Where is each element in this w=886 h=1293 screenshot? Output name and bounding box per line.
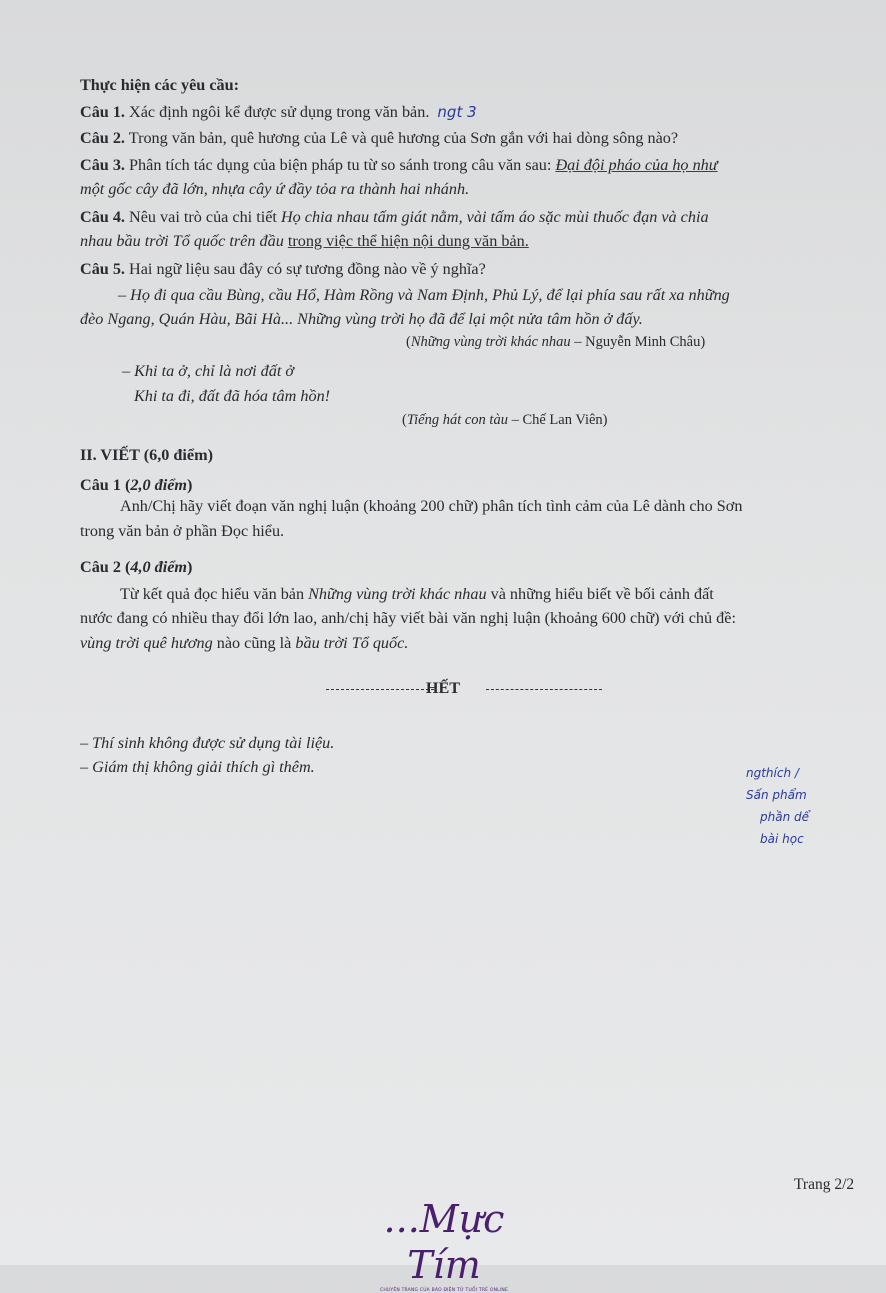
section-2-heading: II. VIẾT (6,0 điểm) <box>80 446 213 464</box>
writing-question-1-heading: Câu 1 (2,0 điểm) <box>80 476 193 494</box>
question-4-cont <box>80 232 852 251</box>
writing-q1-label: Câu 1 <box>80 476 121 494</box>
excerpt-1-line-2: đèo Ngang, Quán Hàu, Bãi Hà... Những vùng trời họ đã để lại một nửa tâm hồn ở đấy. <box>80 310 643 328</box>
margin-note-line-3: phần dể <box>760 810 809 824</box>
question-3-text: Phân tích tác dụng của biện pháp tu từ so sánh trong câu văn sau: <box>129 156 552 174</box>
writing-q2-title: Những vùng trời khác nhau <box>308 585 487 603</box>
question-2 <box>80 129 852 148</box>
question-5 <box>80 260 852 279</box>
mucTim-logo <box>356 1196 532 1293</box>
question-3-label: Câu 3. <box>80 156 125 174</box>
question-5-label: Câu 5. <box>80 260 125 278</box>
writing-q2-text-a: Từ kết quả đọc hiểu văn bản <box>120 585 305 603</box>
writing-q2-line-3 <box>80 634 852 653</box>
writing-q2-label: Câu 2 <box>80 558 121 576</box>
note-2: – Giám thị không giải thích gì thêm. <box>80 758 315 776</box>
excerpt-2-line-2: Khi ta đi, đất đã hóa tâm hồn! <box>134 387 331 405</box>
question-1-text: Xác định ngôi kể được sử dụng trong văn bản. <box>129 103 430 121</box>
question-1 <box>80 103 852 122</box>
writing-q1-points: 2,0 điểm <box>130 476 188 494</box>
excerpt-2-source-author: – Chế Lan Viên <box>511 412 603 428</box>
excerpt-1-source-title: Những vùng trời khác nhau <box>410 334 571 350</box>
question-1-label: Câu 1. <box>80 103 125 121</box>
excerpt-1-source: (Những vùng trời khác nhau – Nguyễn Minh Châu) <box>406 334 706 350</box>
excerpt-1-source-author: – Nguyễn Minh Châu <box>574 334 701 350</box>
handwritten-margin-note <box>746 762 809 850</box>
writing-q1-line-2: trong văn bản ở phần Đọc hiểu. <box>80 522 285 540</box>
handwritten-answer-1: ngt 3 <box>437 103 477 121</box>
question-3-quote-start: Đại đội pháo của họ như <box>555 156 718 174</box>
writing-q2-theme-b: nào cũng là <box>216 634 292 652</box>
writing-q2-line-1 <box>120 585 852 604</box>
question-2-text: Trong văn bản, quê hương của Lê và quê hương của Sơn gắn với hai dòng sông nào? <box>128 129 679 147</box>
logo-text: ...Mực Tím <box>383 1197 505 1287</box>
question-4 <box>80 208 852 227</box>
margin-note-line-1: ngthích / <box>746 766 799 780</box>
question-3 <box>80 156 852 175</box>
writing-q2-theme-a: vùng trời quê hương <box>80 634 213 652</box>
question-4-quote-start: Họ chia nhau tấm giát nằm, vài tấm áo sặc mùi thuốc đạn và chia <box>280 208 709 226</box>
end-mark: HẾT <box>425 679 461 697</box>
instructions-heading: Thực hiện các yêu cầu: <box>80 76 239 94</box>
page-number: Trang 2/2 <box>794 1176 855 1193</box>
question-3-quote-end: một gốc cây đã lớn, nhựa cây ứ đầy tỏa ra thành hai nhánh. <box>80 180 470 198</box>
writing-q1-line-1: Anh/Chị hãy viết đoạn văn nghị luận (khoảng 200 chữ) phân tích tình cảm của Lê dành cho Sơn <box>120 497 743 515</box>
writing-q2-text-c: và những hiểu biết về bối cảnh đất <box>490 585 714 603</box>
writing-q2-line-2: nước đang có nhiều thay đổi lớn lao, anh/chị hãy viết bài văn nghị luận (khoảng 600 chữ) với chủ đề: <box>80 609 736 627</box>
end-divider-right <box>486 689 602 690</box>
excerpt-2-source: (Tiếng hát con tàu – Chế Lan Viên) <box>402 412 608 428</box>
note-1: – Thí sinh không được sử dụng tài liệu. <box>80 734 335 752</box>
question-4-tail: trong việc thể hiện nội dung văn bản. <box>287 232 529 250</box>
logo-tagline: CHUYÊN TRANG CỦA BÁO ĐIỆN TỬ TUỔI TRẺ ONLINE <box>379 1288 508 1293</box>
writing-question-2-heading: Câu 2 (4,0 điểm) <box>80 558 193 576</box>
question-2-label: Câu 2. <box>80 129 125 147</box>
excerpt-2-source-title: Tiếng hát con tàu <box>406 412 508 428</box>
question-4-text: Nêu vai trò của chi tiết <box>129 208 277 226</box>
question-4-quote-end: nhau bầu trời Tổ quốc trên đầu <box>80 232 284 250</box>
excerpt-2-line-1: – Khi ta ở, chỉ là nơi đất ở <box>122 362 295 380</box>
writing-q2-theme-c: bầu trời Tổ quốc. <box>295 634 409 652</box>
excerpt-1-line-1: – Họ đi qua cầu Bùng, cầu Hổ, Hàm Rồng và Nam Định, Phủ Lý, để lại phía sau rất xa những <box>118 286 730 304</box>
writing-q2-points: 4,0 điểm <box>130 558 188 576</box>
question-5-text: Hai ngữ liệu sau đây có sự tương đồng nào về ý nghĩa? <box>129 260 486 278</box>
margin-note-line-2: Sấn phẩm <box>746 788 807 802</box>
margin-note-line-4: bài học <box>760 832 804 846</box>
question-4-label: Câu 4. <box>80 208 125 226</box>
